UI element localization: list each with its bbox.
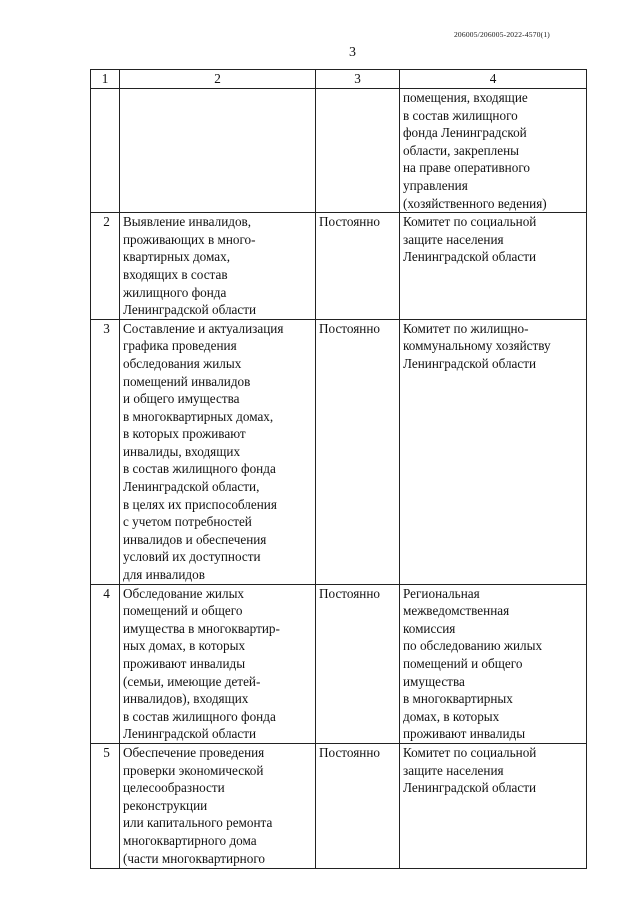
row-number: 4 xyxy=(91,584,120,743)
term-cell: Постоянно xyxy=(316,584,400,743)
table-row xyxy=(91,213,587,320)
task-cell xyxy=(120,584,316,743)
task-line: в которых проживают xyxy=(123,426,246,442)
task-line: входящих в состав xyxy=(123,266,228,282)
responsible-line: Комитет по жилищно- xyxy=(403,320,529,336)
table-row xyxy=(91,89,587,213)
responsible-line: Комитет по социальной xyxy=(403,214,537,230)
task-line: Ленинградской области xyxy=(123,726,257,742)
term-cell xyxy=(316,89,400,213)
task-line: жилищного фонда xyxy=(123,284,227,300)
row-number: 5 xyxy=(91,743,120,868)
responsible-line: межведомственная xyxy=(403,603,510,619)
responsible-line: управления xyxy=(403,177,468,193)
page-number: 3 xyxy=(349,45,356,60)
column-number: 4 xyxy=(400,70,587,89)
task-line: для инвалидов xyxy=(123,567,205,583)
task-line: инвалиды, входящих xyxy=(123,443,241,459)
column-number: 3 xyxy=(316,70,400,89)
measures-table xyxy=(90,69,587,869)
responsible-cell xyxy=(400,743,587,868)
task-line: инвалидов и обеспечения xyxy=(123,531,267,547)
responsible-line: области, закреплены xyxy=(403,142,520,158)
responsible-line: Комитет по социальной xyxy=(403,744,537,760)
task-line: в многоквартирных домах, xyxy=(123,408,274,424)
responsible-line: коммунальному хозяйству xyxy=(403,338,551,354)
responsible-line: в многоквартирных xyxy=(403,691,513,707)
task-line: реконструкции xyxy=(123,797,208,813)
column-number-row xyxy=(91,70,587,89)
responsible-line: имущества xyxy=(403,673,465,689)
document-id: 206005/206005-2022-4570(1) xyxy=(453,30,550,39)
task-line: проживают инвалиды xyxy=(123,656,246,671)
term-cell: Постоянно xyxy=(316,319,400,584)
task-line: Ленинградской области xyxy=(123,302,257,318)
task-line: Обеспечение проведения xyxy=(123,744,265,760)
task-line: (части многоквартирного xyxy=(123,850,265,866)
task-line: целесообразности xyxy=(123,780,225,796)
task-line: в целях их приспособления xyxy=(123,496,277,512)
responsible-line: в состав жилищного xyxy=(403,107,518,123)
term-cell: Постоянно xyxy=(316,213,400,320)
task-cell xyxy=(120,319,316,584)
responsible-line: Ленинградской области xyxy=(403,249,537,265)
task-cell xyxy=(120,213,316,320)
responsible-line: Ленинградской области xyxy=(403,355,537,371)
task-line: ных домах, в которых xyxy=(123,638,246,654)
responsible-line: фонда Ленинградской xyxy=(403,125,527,141)
responsible-line: Региональная xyxy=(403,585,480,601)
task-line: и общего имущества xyxy=(123,391,240,407)
responsible-line: по обследованию жилых xyxy=(403,638,543,654)
task-line: Обследование жилых xyxy=(123,585,245,601)
task-line: или капитального ремонта xyxy=(123,815,273,831)
task-cell xyxy=(120,89,316,213)
responsible-line: комиссия xyxy=(403,620,456,636)
responsible-cell xyxy=(400,584,587,743)
responsible-line: проживают инвалиды xyxy=(403,726,526,742)
task-line: инвалидов), входящих xyxy=(123,691,249,707)
responsible-line: защите населения xyxy=(403,762,504,778)
responsible-line: помещения, входящие xyxy=(403,90,528,105)
task-line: в состав жилищного фонда xyxy=(123,461,276,477)
task-line: помещений и общего xyxy=(123,603,243,619)
task-line: имущества в многоквартир- xyxy=(123,620,280,636)
task-line: обследования жилых xyxy=(123,355,242,371)
task-line: многоквартирного дома xyxy=(123,832,257,848)
task-line: с учетом потребностей xyxy=(123,514,252,530)
responsible-cell xyxy=(400,213,587,320)
row-number: 2 xyxy=(91,213,120,320)
column-number: 1 xyxy=(91,70,120,89)
task-line: проверки экономической xyxy=(123,762,264,778)
column-number: 2 xyxy=(120,70,316,89)
table-row xyxy=(91,319,587,584)
term-cell: Постоянно xyxy=(316,743,400,868)
responsible-cell xyxy=(400,319,587,584)
task-line: условий их доступности xyxy=(123,549,261,565)
task-line: проживающих в много- xyxy=(123,231,256,247)
responsible-cell xyxy=(400,89,587,213)
task-cell xyxy=(120,743,316,868)
row-number: 3 xyxy=(91,319,120,584)
responsible-line: защите населения xyxy=(403,231,504,247)
task-line: графика проведения xyxy=(123,338,237,354)
responsible-line: на праве оперативного xyxy=(403,160,530,176)
table-row xyxy=(91,584,587,743)
responsible-line: домах, в которых xyxy=(403,708,500,724)
table-row xyxy=(91,743,587,868)
task-line: квартирных домах, xyxy=(123,249,231,265)
row-number xyxy=(91,89,120,213)
task-line: Выявление инвалидов, xyxy=(123,214,252,230)
responsible-line: Ленинградской области xyxy=(403,780,537,796)
task-line: (семьи, имеющие детей- xyxy=(123,673,261,689)
responsible-line: помещений и общего xyxy=(403,656,523,671)
responsible-line: (хозяйственного ведения) xyxy=(403,195,547,211)
task-line: Ленинградской области, xyxy=(123,479,260,495)
task-line: Составление и актуализация xyxy=(123,320,284,336)
table-body xyxy=(91,89,587,869)
task-line: в состав жилищного фонда xyxy=(123,708,276,724)
task-line: помещений инвалидов xyxy=(123,373,251,389)
